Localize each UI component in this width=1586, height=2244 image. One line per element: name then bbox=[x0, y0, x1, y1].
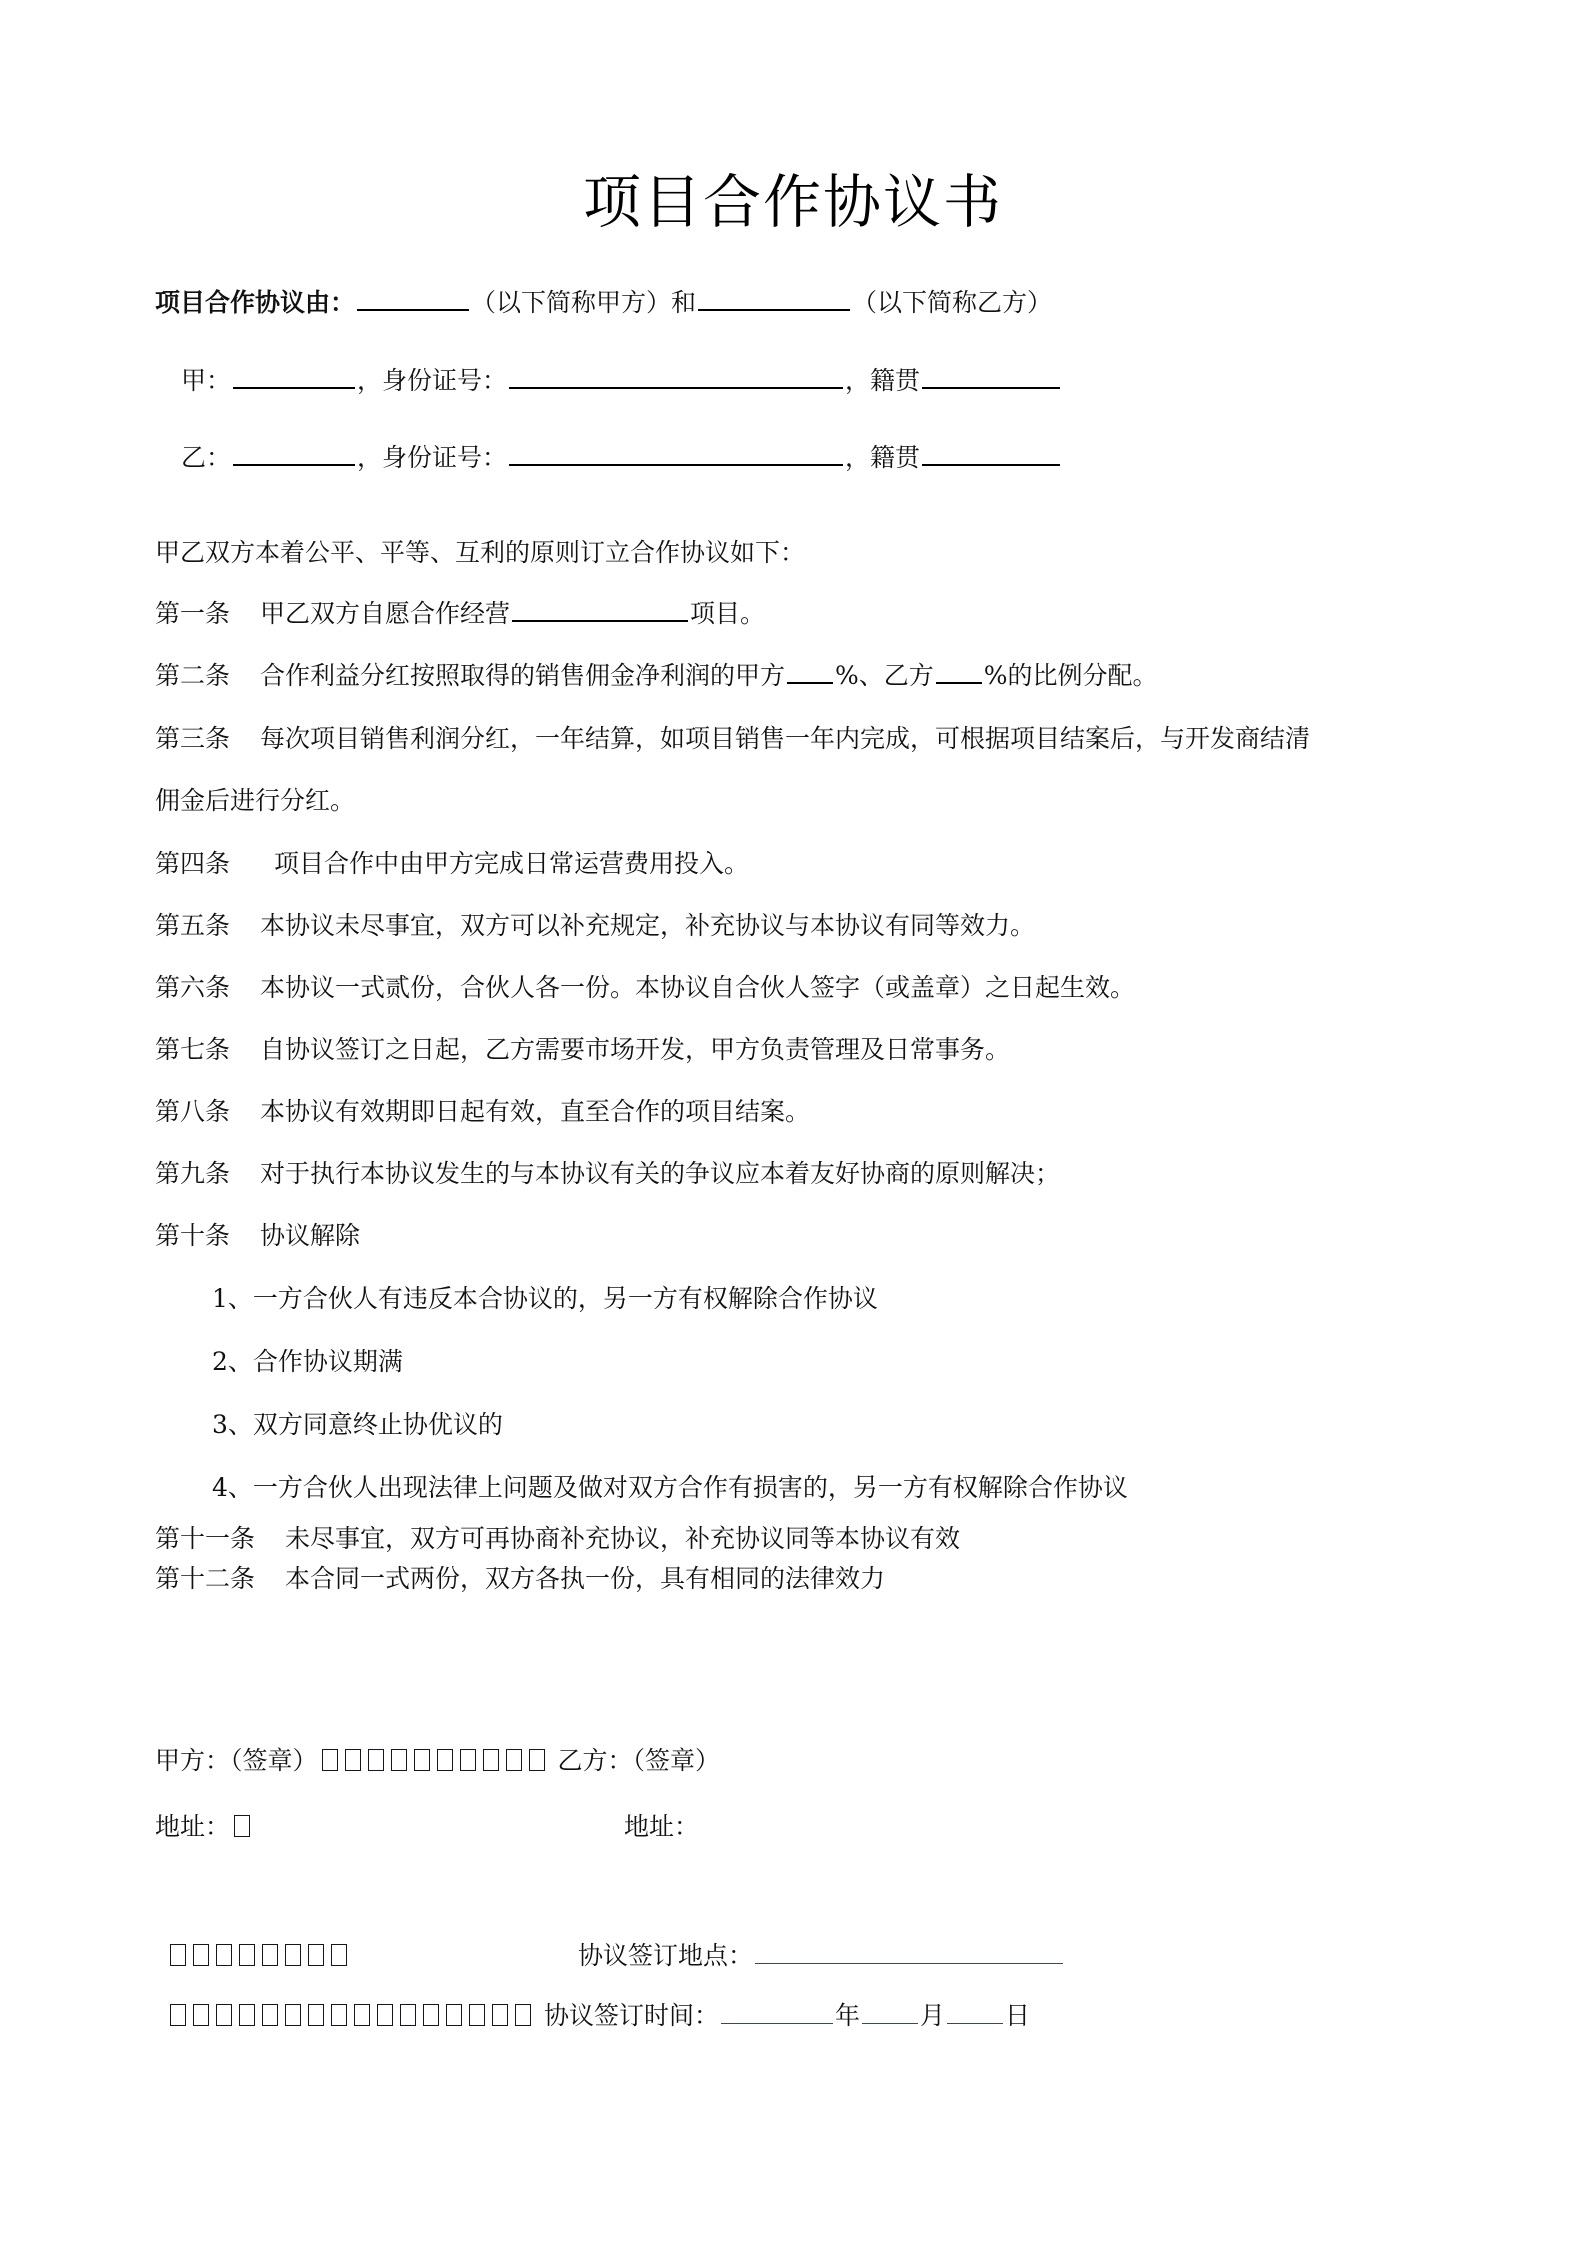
article-number: 第四条 bbox=[155, 849, 231, 878]
missing-glyph-box bbox=[345, 1749, 361, 1771]
article-6 bbox=[155, 971, 1135, 1005]
party-b-origin-label: ，籍贯 bbox=[845, 443, 921, 472]
party-a-origin-blank[interactable] bbox=[922, 365, 1060, 389]
termination-item-3: 3、双方同意终止协优议的 bbox=[212, 1410, 503, 1439]
party-b-name-blank[interactable] bbox=[698, 287, 850, 311]
article-5 bbox=[155, 909, 1035, 943]
article-number: 第六条 bbox=[155, 973, 231, 1002]
missing-glyph-box bbox=[529, 1749, 545, 1771]
party-b-row bbox=[181, 441, 1062, 475]
party-a-label: 甲： bbox=[181, 366, 232, 395]
missing-glyph-box bbox=[331, 2004, 347, 2026]
missing-glyph-box bbox=[262, 2004, 278, 2026]
party-b-percent-blank[interactable] bbox=[936, 660, 982, 684]
signature-row bbox=[155, 1744, 720, 1778]
party-b-id-blank[interactable] bbox=[509, 442, 843, 466]
termination-item-1: 1、一方合伙人有违反本合协议的，另一方有权解除合作协议 bbox=[212, 1284, 878, 1313]
article-number: 第五条 bbox=[155, 911, 231, 940]
missing-glyph-box bbox=[515, 2004, 531, 2026]
article-number: 第七条 bbox=[155, 1035, 231, 1064]
article-text: 合作利益分红按照取得的销售佣金净利润的甲方 bbox=[260, 661, 786, 690]
document-title: 项目合作协议书 bbox=[582, 168, 1003, 236]
party-a-percent-blank[interactable] bbox=[787, 660, 833, 684]
party-a-blank[interactable] bbox=[233, 365, 355, 389]
missing-glyph-box bbox=[354, 2004, 370, 2026]
article-1 bbox=[155, 597, 765, 631]
article-text-after: 项目。 bbox=[690, 599, 766, 628]
missing-glyph-box bbox=[216, 1944, 232, 1966]
missing-glyph-box bbox=[368, 1749, 384, 1771]
missing-glyph-box bbox=[262, 1944, 278, 1966]
missing-glyph-box bbox=[377, 2004, 393, 2026]
missing-glyph-box bbox=[239, 1944, 255, 1966]
preamble: 甲乙双方本着公平、平等、互利的原则订立合作协议如下： bbox=[155, 538, 806, 567]
article-number: 第八条 bbox=[155, 1097, 231, 1126]
party-a-suffix: （以下简称甲方）和 bbox=[471, 288, 697, 317]
missing-glyph-box bbox=[391, 1749, 407, 1771]
project-name-blank[interactable] bbox=[512, 598, 688, 622]
missing-glyph-box bbox=[285, 2004, 301, 2026]
termination-item-4: 4、一方合伙人出现法律上问题及做对双方合作有损害的，另一方有权解除合作协议 bbox=[212, 1473, 1128, 1502]
signing-time-label: 协议签订时间： bbox=[544, 2001, 720, 2030]
article-3-continuation: 佣金后进行分红。 bbox=[155, 786, 356, 815]
article-number: 第十条 bbox=[155, 1221, 231, 1250]
party-a-id-label: ，身份证号： bbox=[357, 366, 508, 395]
missing-glyph-box bbox=[400, 2004, 416, 2026]
missing-glyph-box bbox=[437, 1749, 453, 1771]
month-blank[interactable] bbox=[862, 2001, 918, 2024]
party-b-suffix: （以下简称乙方） bbox=[852, 288, 1053, 317]
article-text: 本协议有效期即日起有效，直至合作的项目结案。 bbox=[260, 1097, 811, 1126]
address-a-label: 地址： bbox=[155, 1812, 231, 1841]
missing-glyph-box bbox=[469, 2004, 485, 2026]
article-text: %的比例分配。 bbox=[983, 661, 1158, 690]
article-8 bbox=[155, 1095, 810, 1129]
party-b-signature-label: 乙方：（签章） bbox=[557, 1746, 721, 1775]
article-text: 自协议签订之日起，乙方需要市场开发，甲方负责管理及日常事务。 bbox=[260, 1035, 1011, 1064]
article-number: 第九条 bbox=[155, 1159, 231, 1188]
missing-glyph-box bbox=[193, 2004, 209, 2026]
party-b-label: 乙： bbox=[181, 443, 232, 472]
year-label: 年 bbox=[835, 2001, 861, 2030]
party-a-signature-label: 甲方：（签章） bbox=[155, 1746, 318, 1775]
missing-glyph-box bbox=[423, 2004, 439, 2026]
signing-place-row bbox=[578, 1939, 1065, 1973]
party-b-origin-blank[interactable] bbox=[922, 442, 1060, 466]
article-2 bbox=[155, 659, 1158, 693]
termination-item-2: 2、合作协议期满 bbox=[212, 1347, 403, 1376]
article-number: 第十二条 bbox=[155, 1564, 256, 1593]
missing-glyph-box bbox=[331, 1944, 347, 1966]
missing-glyph-box bbox=[193, 1944, 209, 1966]
party-a-id-blank[interactable] bbox=[509, 365, 843, 389]
party-b-blank[interactable] bbox=[233, 442, 355, 466]
missing-glyph-box bbox=[239, 2004, 255, 2026]
address-b-label: 地址： bbox=[624, 1812, 700, 1841]
time-row bbox=[170, 1999, 1030, 2033]
missing-glyph-box bbox=[492, 2004, 508, 2026]
party-a-row bbox=[181, 364, 1062, 398]
article-text: 本协议一式贰份，合伙人各一份。本协议自合伙人签字（或盖章）之日起生效。 bbox=[260, 973, 1136, 1002]
missing-glyph-box bbox=[506, 1749, 522, 1771]
article-10 bbox=[155, 1219, 360, 1253]
article-text: 本协议未尽事宜，双方可以补充规定，补充协议与本协议有同等效力。 bbox=[260, 911, 1036, 940]
article-number: 第十一条 bbox=[155, 1524, 256, 1553]
month-label: 月 bbox=[920, 2001, 946, 2030]
article-4 bbox=[155, 847, 749, 881]
missing-glyph-box bbox=[414, 1749, 430, 1771]
article-text: 对于执行本协议发生的与本协议有关的争议应本着友好协商的原则解决； bbox=[260, 1159, 1061, 1188]
article-text: 本合同一式两份，双方各执一份，具有相同的法律效力 bbox=[285, 1564, 886, 1593]
article-number: 第三条 bbox=[155, 724, 231, 753]
placeholder-boxes bbox=[170, 1999, 538, 2033]
missing-glyph-box bbox=[308, 2004, 324, 2026]
missing-glyph-box bbox=[285, 1944, 301, 1966]
day-label: 日 bbox=[1005, 2001, 1031, 2030]
missing-glyph-box bbox=[483, 1749, 499, 1771]
party-b-id-label: ，身份证号： bbox=[357, 443, 508, 472]
article-11 bbox=[155, 1522, 960, 1556]
article-3 bbox=[155, 722, 1310, 756]
intro-line bbox=[155, 286, 1052, 320]
article-number: 第一条 bbox=[155, 599, 231, 628]
placeholder-boxes bbox=[322, 1744, 552, 1778]
article-number: 第二条 bbox=[155, 661, 231, 690]
article-12 bbox=[155, 1562, 885, 1596]
place-row-boxes bbox=[170, 1939, 354, 1973]
missing-glyph-box bbox=[170, 2004, 186, 2026]
article-text: 甲乙双方自愿合作经营 bbox=[260, 599, 511, 628]
article-text: 协议解除 bbox=[260, 1221, 361, 1250]
party-a-name-blank[interactable] bbox=[357, 287, 469, 311]
missing-glyph-box bbox=[460, 1749, 476, 1771]
article-text: %、乙方 bbox=[835, 661, 934, 690]
missing-glyph-box bbox=[216, 2004, 232, 2026]
article-text: 未尽事宜，双方可再协商补充协议，补充协议同等本协议有效 bbox=[285, 1524, 961, 1553]
missing-glyph-box bbox=[308, 1944, 324, 1966]
missing-glyph-box bbox=[234, 1815, 250, 1837]
article-text: 每次项目销售利润分红，一年结算，如项目销售一年内完成，可根据项目结案后，与开发商结清 bbox=[260, 724, 1311, 753]
missing-glyph-box bbox=[322, 1749, 338, 1771]
article-9 bbox=[155, 1157, 1060, 1191]
year-blank[interactable] bbox=[721, 2001, 833, 2024]
party-a-origin-label: ，籍贯 bbox=[845, 366, 921, 395]
intro-prefix: 项目合作协议由： bbox=[155, 288, 356, 317]
address-a-row bbox=[155, 1810, 257, 1844]
missing-glyph-box bbox=[446, 2004, 462, 2026]
signing-place-blank[interactable] bbox=[755, 1941, 1063, 1964]
day-blank[interactable] bbox=[947, 2001, 1003, 2024]
article-7 bbox=[155, 1033, 1010, 1067]
missing-glyph-box bbox=[170, 1944, 186, 1966]
article-text: 项目合作中由甲方完成日常运营费用投入。 bbox=[274, 849, 750, 878]
signing-place-label: 协议签订地点： bbox=[578, 1941, 754, 1970]
